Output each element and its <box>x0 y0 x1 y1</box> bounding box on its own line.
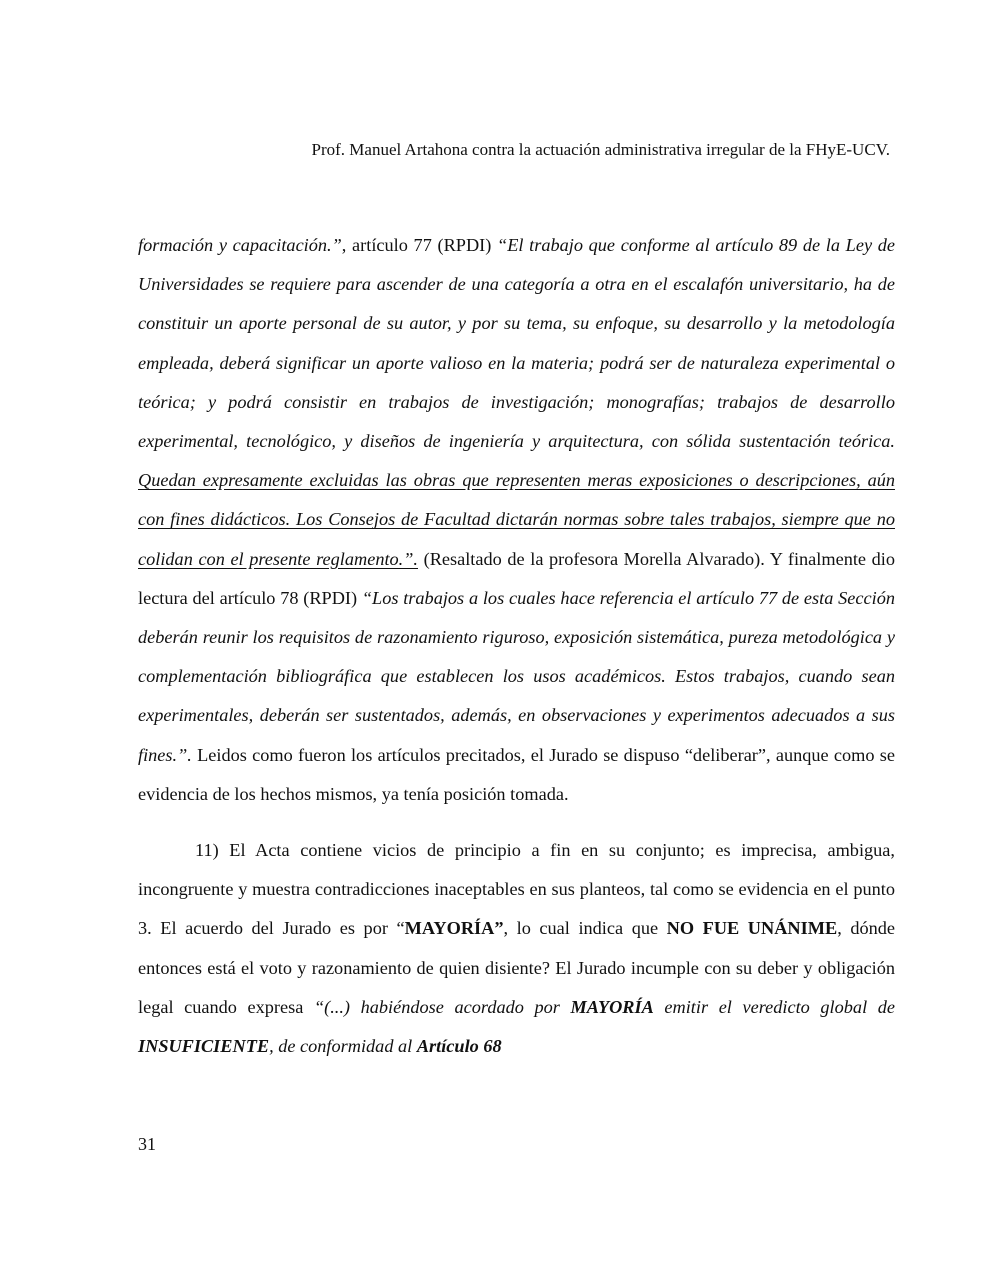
paragraph-articles-77-78 <box>138 226 895 814</box>
bold-no-fue-unanime: NO FUE UNÁNIME <box>666 918 838 939</box>
bold-mayoria-italic: MAYORÍA <box>570 996 654 1017</box>
text-run: , de conformidad al <box>269 1036 417 1057</box>
text-run: , dónde entonces está el voto y razonamiento de quien disiente? El Jurado incumple con su deber y obligación legal cuando expresa <box>138 918 896 1017</box>
bold-insuficiente: INSUFICIENTE <box>138 1036 270 1057</box>
running-header: Prof. Manuel Artahona contra la actuación administrativa irregular de la FHyE-UCV. <box>311 140 890 159</box>
bold-mayoria: MAYORÍA” <box>404 918 504 939</box>
quote-article-77: “El trabajo que conforme al artículo 89 de la Ley de Universidades se requiere para ascender de una categoría a otra en el escalafón universitario, ha de constituir un aporte personal de su autor, y por su tema, su enfoque, su desarrollo y la metodología empleada, deberá significar un aporte valioso en la materia; podrá ser de naturaleza experimental o teórica; y podrá consistir en trabajos de investigación; monografías; trabajos de desarrollo experimental, tecnológico, y diseños de ingeniería y arquitectura, con sólida sustentación teórica. <box>138 235 896 452</box>
text-run: Leidos como fueron los artículos precitados, el Jurado se dispuso “deliberar”, aunque como se evidencia de los hechos mismos, ya tenía posición tomada. <box>138 744 895 804</box>
text-run: emitir el veredicto global de <box>653 996 896 1017</box>
page-number: 31 <box>138 1134 156 1154</box>
text-run: (Resaltado de la profesora Morella Alvarado). Y finalmente dio lectura del artículo 78 (RPDI) <box>138 548 896 608</box>
quote-fragment: formación y capacitación.” <box>138 235 342 255</box>
underlined-highlight: Quedan expresamente excluidas las obras que representen meras exposiciones o descripciones, aún con fines didácticos. Los Consejos de Facultad dictarán normas sobre tales trabajos, siempre que no colidan con el presente reglamento.”. <box>138 470 895 569</box>
text-run: 11) El Acta contiene vicios de principio a fin en su conjunto; es imprecisa, ambigua, incongruente y muestra contradicciones inaceptables en sus planteos, tal como se evidencia en el punto 3. El acuerdo del Jurado es por “ <box>138 840 895 939</box>
text-run: “(...) habiéndose acordado por <box>313 996 571 1017</box>
bold-articulo-68: Artículo 68 <box>416 1036 502 1057</box>
text-run: , lo cual indica que <box>503 918 667 939</box>
text-run: , artículo 77 (RPDI) <box>341 235 498 255</box>
quote-article-78: “Los trabajos a los cuales hace referencia el artículo 77 de esta Sección deberán reunir los requisitos de razonamiento riguroso, exposición sistemática, pureza metodológica y complementación bibliográfica que establecen los usos académicos. Estos trabajos, cuando sean experimentales, deberán ser sustentados, además, en observaciones y experimentos adecuados a sus fines.”. <box>138 587 895 765</box>
paragraph-point-11 <box>138 831 895 1066</box>
document-body <box>138 226 895 1066</box>
